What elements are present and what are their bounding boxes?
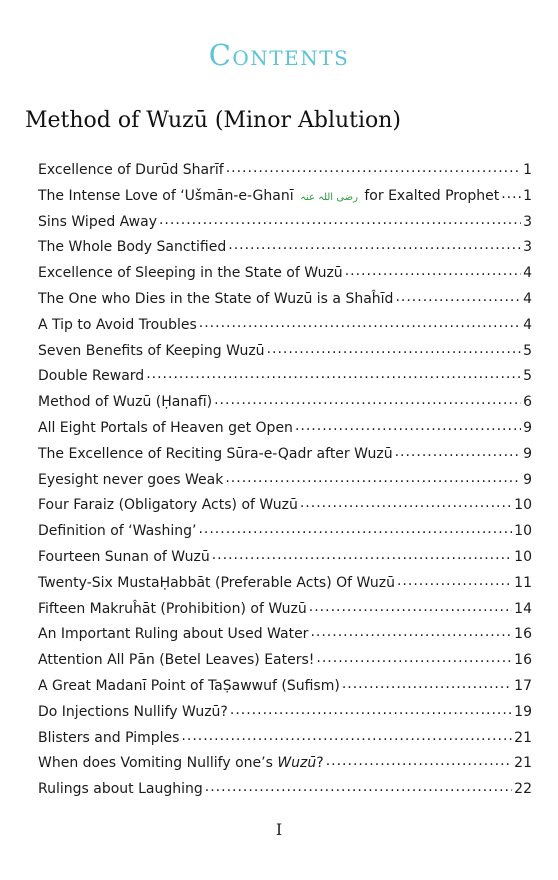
- dot-leader: [225, 470, 521, 484]
- toc-entry-title: Blisters and Pimples: [38, 729, 180, 746]
- toc-entry[interactable]: [38, 366, 532, 392]
- toc-entry-page: 10: [514, 523, 532, 540]
- toc-entry-page: 5: [523, 342, 532, 359]
- dot-leader: [316, 650, 512, 664]
- dot-leader: [226, 160, 521, 174]
- toc-entry[interactable]: [38, 444, 532, 470]
- toc-entry-title: The Whole Body Sanctified: [38, 239, 227, 256]
- dot-leader: [395, 444, 522, 458]
- toc-entry[interactable]: [38, 702, 532, 728]
- toc-entry-title: A Great Madanī Point of TaṢawwuf (Sufism): [38, 677, 340, 694]
- toc-entry[interactable]: [38, 728, 532, 754]
- dot-leader: [230, 702, 512, 716]
- dot-leader: [267, 341, 522, 355]
- toc-entry[interactable]: [38, 779, 532, 805]
- toc-title-part: The Intense Love of ‘Ušmān-e-Ghanī: [38, 187, 299, 204]
- toc-entry[interactable]: [38, 470, 532, 496]
- arabic-honorific: رضی اللہ عنہ: [300, 191, 358, 203]
- dot-leader: [181, 728, 512, 742]
- dot-leader: [228, 237, 521, 251]
- toc-entry-title: Fourteen Sunan of Wuzū: [38, 548, 210, 565]
- toc-entry[interactable]: [38, 599, 532, 625]
- toc-entry[interactable]: [38, 547, 532, 573]
- toc-entry-title: The One who Dies in the State of Wuzū is a Shaĥīd: [38, 290, 394, 307]
- toc-entry-title: Fifteen Makruĥāt (Prohibition) of Wuzū: [38, 600, 307, 617]
- toc-entry-page: 9: [523, 471, 532, 488]
- toc-entry[interactable]: [38, 650, 532, 676]
- toc-entry-page: 19: [514, 703, 532, 720]
- toc-entry-title: Four Faraiz (Obligatory Acts) of Wuzū: [38, 497, 298, 514]
- toc-entry-title: Attention All Pān (Betel Leaves) Eaters!: [38, 652, 315, 669]
- toc-entry-page: 3: [523, 213, 532, 230]
- toc-title-part: ?: [316, 755, 324, 772]
- dot-leader: [159, 212, 521, 226]
- toc-entry[interactable]: [38, 237, 532, 263]
- toc-entry[interactable]: [38, 495, 532, 521]
- toc-entry[interactable]: [38, 212, 532, 238]
- toc-entry-page: 1: [523, 187, 532, 204]
- toc-entry-page: 21: [514, 729, 532, 746]
- toc-entry-page: 11: [514, 574, 532, 591]
- dot-leader: [397, 573, 512, 587]
- dot-leader: [395, 289, 521, 303]
- dot-leader: [205, 779, 512, 793]
- toc-entry[interactable]: [38, 263, 532, 289]
- toc-entry[interactable]: [38, 676, 532, 702]
- dot-leader: [295, 418, 521, 432]
- toc-entry-title: Method of Wuzū (Ḥanafī): [38, 394, 213, 411]
- toc-entry-page: 4: [523, 265, 532, 282]
- toc-title-part: When does Vomiting Nullify one’s: [38, 755, 278, 772]
- toc-entry-title: [38, 188, 499, 204]
- toc-entry-title: Double Reward: [38, 368, 145, 385]
- toc-entry-title: Excellence of Durūd Sharīf: [38, 162, 224, 178]
- toc-entry-page: 1: [523, 162, 532, 178]
- toc-title-part: for Exalted Prophet: [359, 187, 500, 204]
- toc-entry[interactable]: [38, 186, 532, 212]
- toc-entry-page: 14: [514, 600, 532, 617]
- dot-leader: [146, 366, 521, 380]
- toc-entry-title: A Tip to Avoid Troubles: [38, 316, 197, 333]
- toc-entry-page: 10: [514, 497, 532, 514]
- dot-leader: [212, 547, 512, 561]
- toc-entry-page: 3: [523, 239, 532, 256]
- toc-entry[interactable]: [38, 418, 532, 444]
- toc-entry-page: 16: [514, 626, 532, 643]
- toc-entry-page: 22: [514, 781, 532, 798]
- dot-leader: [310, 624, 512, 638]
- toc-entry-title: Excellence of Sleeping in the State of Wuzū: [38, 265, 343, 282]
- toc-entry-title: Definition of ‘Washing’: [38, 523, 197, 540]
- toc-entry-title: All Eight Portals of Heaven get Open: [38, 419, 293, 436]
- toc-title-italic: Wuzū: [277, 755, 317, 772]
- toc-entry[interactable]: [38, 624, 532, 650]
- dot-leader: [342, 676, 512, 690]
- toc-entry-title: Twenty-Six MustaḤabbāt (Preferable Acts) Of Wuzū: [38, 574, 395, 591]
- toc-entry[interactable]: [38, 521, 532, 547]
- page-number: I: [275, 820, 283, 839]
- toc-entry-page: 9: [523, 419, 532, 436]
- toc-entry[interactable]: [38, 753, 532, 779]
- toc-entry-page: 17: [514, 677, 532, 694]
- table-of-contents: [38, 160, 532, 805]
- dot-leader: [199, 315, 521, 329]
- toc-entry-page: 16: [514, 652, 532, 669]
- toc-entry-page: 4: [523, 316, 532, 333]
- toc-entry-page: 21: [514, 755, 532, 772]
- toc-entry-title: An Important Ruling about Used Water: [38, 626, 309, 643]
- toc-entry-title: Do Injections Nullify Wuzū?: [38, 703, 228, 720]
- toc-entry-title: Eyesight never goes Weak: [38, 471, 224, 488]
- toc-entry[interactable]: [38, 160, 532, 186]
- dot-leader: [214, 392, 521, 406]
- toc-entry[interactable]: [38, 289, 532, 315]
- dot-leader: [345, 263, 521, 277]
- toc-entry[interactable]: [38, 392, 532, 418]
- toc-entry[interactable]: [38, 573, 532, 599]
- dot-leader: [501, 186, 521, 200]
- contents-heading: Contents: [208, 38, 350, 72]
- toc-entry-title: [38, 755, 324, 771]
- toc-entry[interactable]: [38, 341, 532, 367]
- toc-entry-page: 6: [523, 394, 532, 411]
- dot-leader: [198, 521, 512, 535]
- toc-entry-title: Sins Wiped Away: [38, 213, 157, 230]
- toc-entry-title: Seven Benefits of Keeping Wuzū: [38, 342, 265, 359]
- toc-entry-page: 4: [523, 290, 532, 307]
- dot-leader: [309, 599, 512, 613]
- section-heading: Method of Wuzū (Minor Ablution): [25, 108, 402, 133]
- dot-leader: [300, 495, 512, 509]
- dot-leader: [326, 753, 512, 767]
- toc-entry-page: 9: [523, 445, 532, 462]
- toc-entry-title: The Excellence of Reciting Sūra-e-Qadr after Wuzū: [38, 445, 393, 462]
- toc-entry[interactable]: [38, 315, 532, 341]
- toc-entry-page: 5: [523, 368, 532, 385]
- toc-entry-title: Rulings about Laughing: [38, 781, 203, 798]
- toc-entry-page: 10: [514, 548, 532, 565]
